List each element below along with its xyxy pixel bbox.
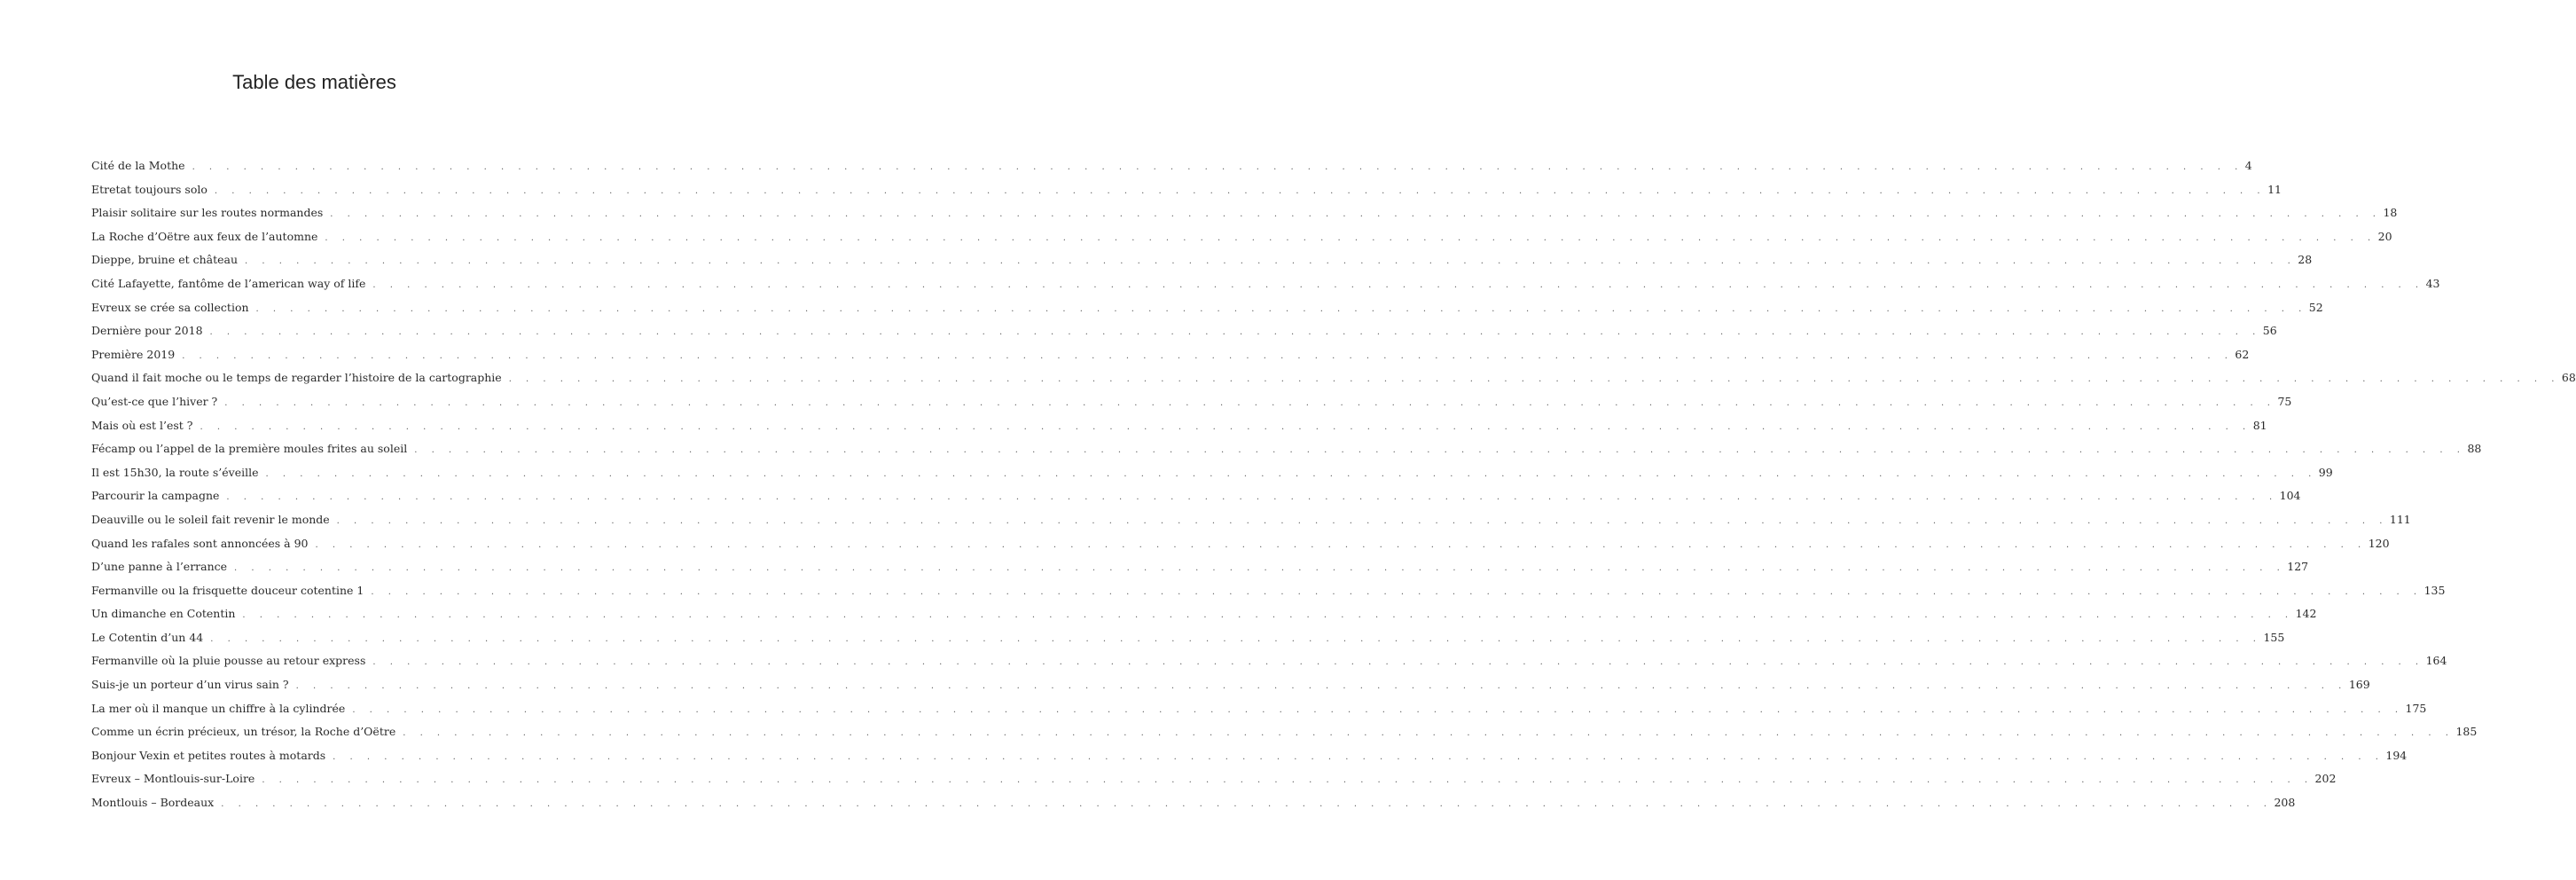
toc-entry[interactable]	[91, 532, 2390, 556]
dot-leader: . . . . . . . . . . . . . . . . . . . . . . . . . . . . . . . . . . . . . . . . . . . . . . . . . . . . . . . . . . . . . . . . . . . . . . . . . . . . . . . . . . . . . . . . . . . . . . . . . . . . . . . . . . . . . . . . . . . . . . . .	[224, 397, 2276, 408]
toc-entry-page-number: 28	[2298, 253, 2313, 267]
toc-entry-page-number: 104	[2279, 489, 2301, 503]
toc-entry[interactable]	[91, 178, 2282, 202]
dot-leader: . . . . . . . . . . . . . . . . . . . . . . . . . . . . . . . . . . . . . . . . . . . . . . . . . . . . . . . . . . . . . . . . . . . . . . . . . . . . . . . . . . . . . . . . . . . . . . . . . . . . . . . . . . . . . . . . . . . . . . . .	[330, 209, 2382, 220]
toc-entry-title: Etretat toujours solo	[91, 182, 207, 196]
toc-entry[interactable]	[91, 673, 2370, 697]
toc-entry[interactable]	[91, 461, 2333, 485]
dot-leader: . . . . . . . . . . . . . . . . . . . . . . . . . . . . . . . . . . . . . . . . . . . . . . . . . . . . . . . . . . . . . . . . . . . . . . . . . . . . . . . . . . . . . . . . . . . . . . . . . . . . . . . . . . . . . . . . . . . . . . . .	[226, 492, 2278, 503]
toc-entry-page-number: 155	[2263, 630, 2285, 644]
dot-leader: . . . . . . . . . . . . . . . . . . . . . . . . . . . . . . . . . . . . . . . . . . . . . . . . . . . . . . . . . . . . . . . . . . . . . . . . . . . . . . . . . . . . . . . . . . . . . . . . . . . . . . . . . . . . . . . . . . . . . . . .	[333, 751, 2384, 762]
toc-entry[interactable]	[91, 154, 2252, 178]
toc-entry-title: Qu’est-ce que l’hiver ?	[91, 394, 218, 408]
dot-leader: . . . . . . . . . . . . . . . . . . . . . . . . . . . . . . . . . . . . . . . . . . . . . . . . . . . . . . . . . . . . . . . . . . . . . . . . . . . . . . . . . . . . . . . . . . . . . . . . . . . . . . . . . . . . . . . . . . . . . . . .	[200, 421, 2251, 432]
toc-entry-title: Il est 15h30, la route s’éveille	[91, 465, 259, 479]
toc-entry-title: Le Cotentin d’un 44	[91, 630, 204, 644]
toc-entry[interactable]	[91, 602, 2317, 626]
toc-entry-page-number: 52	[2308, 300, 2323, 314]
toc-entry-title: Dernière pour 2018	[91, 324, 203, 338]
toc-entry-page-number: 135	[2423, 583, 2446, 597]
toc-entry-page-number: 4	[2244, 159, 2252, 172]
toc-entry-page-number: 127	[2287, 560, 2309, 574]
dot-leader: . . . . . . . . . . . . . . . . . . . . . . . . . . . . . . . . . . . . . . . . . . . . . . . . . . . . . . . . . . . . . . . . . . . . . . . . . . . . . . . . . . . . . . . . . . . . . . . . . . . . . . . . . . . . . . . . . . . . . . . .	[336, 515, 2388, 526]
toc-entry-page-number: 62	[2235, 347, 2250, 361]
toc-entry-title: Cité de la Mothe	[91, 159, 185, 172]
dot-leader: . . . . . . . . . . . . . . . . . . . . . . . . . . . . . . . . . . . . . . . . . . . . . . . . . . . . . . . . . . . . . . . . . . . . . . . . . . . . . . . . . . . . . . . . . . . . . . . . . . . . . . . . . . . . . . . . . . . . . . . .	[192, 162, 2243, 172]
toc-entry[interactable]	[91, 343, 2250, 367]
toc-entry-page-number: 142	[2295, 607, 2317, 621]
toc-entry-title: Plaisir solitaire sur les routes normandes	[91, 206, 324, 220]
toc-entry-page-number: 20	[2377, 229, 2392, 243]
toc-entry[interactable]	[91, 791, 2296, 815]
toc-entry-title: Parcourir la campagne	[91, 489, 220, 503]
toc-entry[interactable]	[91, 319, 2277, 343]
toc-entry-page-number: 194	[2385, 748, 2408, 762]
toc-entry-page-number: 99	[2318, 465, 2333, 479]
toc-entry-title: D’une panne à l’errance	[91, 560, 228, 574]
dot-leader: . . . . . . . . . . . . . . . . . . . . . . . . . . . . . . . . . . . . . . . . . . . . . . . . . . . . . . . . . . . . . . . . . . . . . . . . . . . . . . . . . . . . . . . . . . . . . . . . . . . . . . . . . . . . . . . . . . . . . . . .	[242, 610, 2294, 621]
toc-entry-title: Evreux se crée sa collection	[91, 300, 249, 314]
table-of-contents	[91, 154, 2576, 815]
toc-entry[interactable]	[91, 649, 2447, 673]
dot-leader: . . . . . . . . . . . . . . . . . . . . . . . . . . . . . . . . . . . . . . . . . . . . . . . . . . . . . . . . . . . . . . . . . . . . . . . . . . . . . . . . . . . . . . . . . . . . . . . . . . . . . . . . . . . . . . . . . . . . . . . .	[210, 633, 2262, 644]
toc-entry-page-number: 68	[2561, 371, 2576, 385]
toc-entry-title: Première 2019	[91, 347, 176, 361]
dot-leader: . . . . . . . . . . . . . . . . . . . . . . . . . . . . . . . . . . . . . . . . . . . . . . . . . . . . . . . . . . . . . . . . . . . . . . . . . . . . . . . . . . . . . . . . . . . . . . . . . . . . . . . . . . . . . . . . . . . . . . . .	[245, 256, 2297, 267]
toc-entry[interactable]	[91, 579, 2446, 603]
toc-entry[interactable]	[91, 414, 2267, 438]
dot-leader: . . . . . . . . . . . . . . . . . . . . . . . . . . . . . . . . . . . . . . . . . . . . . . . . . . . . . . . . . . . . . . . . . . . . . . . . . . . . . . . . . . . . . . . . . . . . . . . . . . . . . . . . . . . . . . . . . . . . . . . .	[372, 657, 2424, 668]
toc-entry-page-number: 43	[2425, 276, 2440, 290]
toc-entry-page-number: 202	[2314, 772, 2337, 786]
dot-leader: . . . . . . . . . . . . . . . . . . . . . . . . . . . . . . . . . . . . . . . . . . . . . . . . . . . . . . . . . . . . . . . . . . . . . . . . . . . . . . . . . . . . . . . . . . . . . . . . . . . . . . . . . . . . . . . . . . . . . . . .	[221, 799, 2273, 810]
dot-leader: . . . . . . . . . . . . . . . . . . . . . . . . . . . . . . . . . . . . . . . . . . . . . . . . . . . . . . . . . . . . . . . . . . . . . . . . . . . . . . . . . . . . . . . . . . . . . . . . . . . . . . . . . . . . . . . . . . . . . . . .	[325, 232, 2376, 243]
dot-leader: . . . . . . . . . . . . . . . . . . . . . . . . . . . . . . . . . . . . . . . . . . . . . . . . . . . . . . . . . . . . . . . . . . . . . . . . . . . . . . . . . . . . . . . . . . . . . . . . . . . . . . . . . . . . . . . . . . . . . . . .	[262, 775, 2314, 786]
toc-entry-page-number: 111	[2389, 512, 2411, 526]
dot-leader: . . . . . . . . . . . . . . . . . . . . . . . . . . . . . . . . . . . . . . . . . . . . . . . . . . . . . . . . . . . . . . . . . . . . . . . . . . . . . . . . . . . . . . . . . . . . . . . . . . . . . . . . . . . . . . . . . . . . . . . .	[372, 279, 2424, 290]
toc-entry-title: Fermanville ou la frisquette douceur cotentine 1	[91, 583, 364, 597]
dot-leader: . . . . . . . . . . . . . . . . . . . . . . . . . . . . . . . . . . . . . . . . . . . . . . . . . . . . . . . . . . . . . . . . . . . . . . . . . . . . . . . . . . . . . . . . . . . . . . . . . . . . . . . . . . . . . . . . . . . . . . . .	[371, 586, 2423, 597]
toc-entry[interactable]	[91, 720, 2478, 744]
toc-entry-title: Bonjour Vexin et petites routes à motards	[91, 748, 326, 762]
toc-entry-page-number: 185	[2455, 725, 2478, 739]
dot-leader: . . . . . . . . . . . . . . . . . . . . . . . . . . . . . . . . . . . . . . . . . . . . . . . . . . . . . . . . . . . . . . . . . . . . . . . . . . . . . . . . . . . . . . . . . . . . . . . . . . . . . . . . . . . . . . . . . . . . . . . .	[414, 445, 2466, 456]
toc-entry-page-number: 56	[2262, 324, 2277, 338]
dot-leader: . . . . . . . . . . . . . . . . . . . . . . . . . . . . . . . . . . . . . . . . . . . . . . . . . . . . . . . . . . . . . . . . . . . . . . . . . . . . . . . . . . . . . . . . . . . . . . . . . . . . . . . . . . . . . . . . . . . . . . . .	[403, 728, 2455, 739]
dot-leader: . . . . . . . . . . . . . . . . . . . . . . . . . . . . . . . . . . . . . . . . . . . . . . . . . . . . . . . . . . . . . . . . . . . . . . . . . . . . . . . . . . . . . . . . . . . . . . . . . . . . . . . . . . . . . . . . . . . . . . . .	[209, 327, 2261, 338]
toc-entry-page-number: 88	[2467, 442, 2482, 456]
toc-entry-title: Fermanville où la pluie pousse au retour express	[91, 654, 366, 668]
toc-entry[interactable]	[91, 697, 2427, 721]
toc-entry-page-number: 175	[2405, 701, 2427, 715]
toc-entry[interactable]	[91, 390, 2292, 414]
toc-entry-title: Suis-je un porteur d’un virus sain ?	[91, 678, 289, 692]
toc-entry[interactable]	[91, 744, 2408, 768]
dot-leader: . . . . . . . . . . . . . . . . . . . . . . . . . . . . . . . . . . . . . . . . . . . . . . . . . . . . . . . . . . . . . . . . . . . . . . . . . . . . . . . . . . . . . . . . . . . . . . . . . . . . . . . . . . . . . . . . . . . . . . . .	[182, 350, 2234, 361]
toc-entry-page-number: 18	[2383, 206, 2398, 220]
toc-entry[interactable]	[91, 248, 2313, 272]
toc-entry-page-number: 11	[2267, 182, 2282, 196]
toc-entry[interactable]	[91, 296, 2323, 320]
toc-entry[interactable]	[91, 366, 2576, 390]
dot-leader: . . . . . . . . . . . . . . . . . . . . . . . . . . . . . . . . . . . . . . . . . . . . . . . . . . . . . . . . . . . . . . . . . . . . . . . . . . . . . . . . . . . . . . . . . . . . . . . . . . . . . . . . . . . . . . . . . . . . . . . .	[295, 681, 2347, 692]
toc-entry[interactable]	[91, 508, 2411, 532]
toc-entry-page-number: 169	[2348, 678, 2370, 692]
toc-entry-title: Quand il fait moche ou le temps de regarder l’histoire de la cartographie	[91, 371, 502, 385]
toc-entry-title: Quand les rafales sont annoncées à 90	[91, 536, 309, 550]
dot-leader: . . . . . . . . . . . . . . . . . . . . . . . . . . . . . . . . . . . . . . . . . . . . . . . . . . . . . . . . . . . . . . . . . . . . . . . . . . . . . . . . . . . . . . . . . . . . . . . . . . . . . . . . . . . . . . . . . . . . . . . .	[315, 539, 2367, 550]
toc-entry-title: Comme un écrin précieux, un trésor, la Roche d’Oëtre	[91, 725, 396, 739]
toc-entry[interactable]	[91, 437, 2482, 461]
toc-entry-title: Montlouis – Bordeaux	[91, 796, 215, 810]
toc-entry-title: Fécamp ou l’appel de la première moules frites au soleil	[91, 442, 408, 456]
dot-leader: . . . . . . . . . . . . . . . . . . . . . . . . . . . . . . . . . . . . . . . . . . . . . . . . . . . . . . . . . . . . . . . . . . . . . . . . . . . . . . . . . . . . . . . . . . . . . . . . . . . . . . . . . . . . . . . . . . . . . . . .	[214, 185, 2267, 196]
toc-entry[interactable]	[91, 555, 2309, 579]
toc-entry-page-number: 164	[2425, 654, 2447, 668]
toc-entry-page-number: 208	[2274, 796, 2296, 810]
toc-entry-title: Deauville ou le soleil fait revenir le monde	[91, 512, 330, 526]
dot-leader: . . . . . . . . . . . . . . . . . . . . . . . . . . . . . . . . . . . . . . . . . . . . . . . . . . . . . . . . . . . . . . . . . . . . . . . . . . . . . . . . . . . . . . . . . . . . . . . . . . . . . . . . . . . . . . . . . . . . . . . .	[234, 563, 2286, 574]
toc-entry[interactable]	[91, 626, 2285, 650]
toc-entry-title: Mais où est l’est ?	[91, 418, 193, 432]
toc-entry-page-number: 75	[2277, 394, 2292, 408]
page-title: Table des matières	[232, 71, 396, 93]
toc-entry[interactable]	[91, 201, 2398, 225]
toc-entry[interactable]	[91, 272, 2440, 296]
toc-entry-title: Dieppe, bruine et château	[91, 253, 239, 267]
toc-entry-title: La mer où il manque un chiffre à la cylindrée	[91, 701, 346, 715]
toc-entry-title: Un dimanche en Cotentin	[91, 607, 236, 621]
dot-leader: . . . . . . . . . . . . . . . . . . . . . . . . . . . . . . . . . . . . . . . . . . . . . . . . . . . . . . . . . . . . . . . . . . . . . . . . . . . . . . . . . . . . . . . . . . . . . . . . . . . . . . . . . . . . . . . . . . . . . . . .	[352, 704, 2404, 715]
toc-entry[interactable]	[91, 484, 2301, 508]
toc-entry-title: Evreux – Montlouis-sur-Loire	[91, 772, 255, 786]
toc-entry[interactable]	[91, 225, 2392, 249]
toc-entry-page-number: 120	[2368, 536, 2390, 550]
toc-entry-title: La Roche d’Oëtre aux feux de l’automne	[91, 229, 318, 243]
toc-entry[interactable]	[91, 767, 2337, 791]
dot-leader: . . . . . . . . . . . . . . . . . . . . . . . . . . . . . . . . . . . . . . . . . . . . . . . . . . . . . . . . . . . . . . . . . . . . . . . . . . . . . . . . . . . . . . . . . . . . . . . . . . . . . . . . . . . . . . . . . . . . . . . .	[255, 303, 2307, 314]
toc-entry-page-number: 81	[2252, 418, 2267, 432]
toc-entry-title: Cité Lafayette, fantôme de l’american way of life	[91, 276, 366, 290]
dot-leader: . . . . . . . . . . . . . . . . . . . . . . . . . . . . . . . . . . . . . . . . . . . . . . . . . . . . . . . . . . . . . . . . . . . . . . . . . . . . . . . . . . . . . . . . . . . . . . . . . . . . . . . . . . . . . . . . . . . . . . . .	[265, 468, 2317, 479]
dot-leader: . . . . . . . . . . . . . . . . . . . . . . . . . . . . . . . . . . . . . . . . . . . . . . . . . . . . . . . . . . . . . . . . . . . . . . . . . . . . . . . . . . . . . . . . . . . . . . . . . . . . . . . . . . . . . . . . . . . . . . . .	[508, 374, 2560, 385]
